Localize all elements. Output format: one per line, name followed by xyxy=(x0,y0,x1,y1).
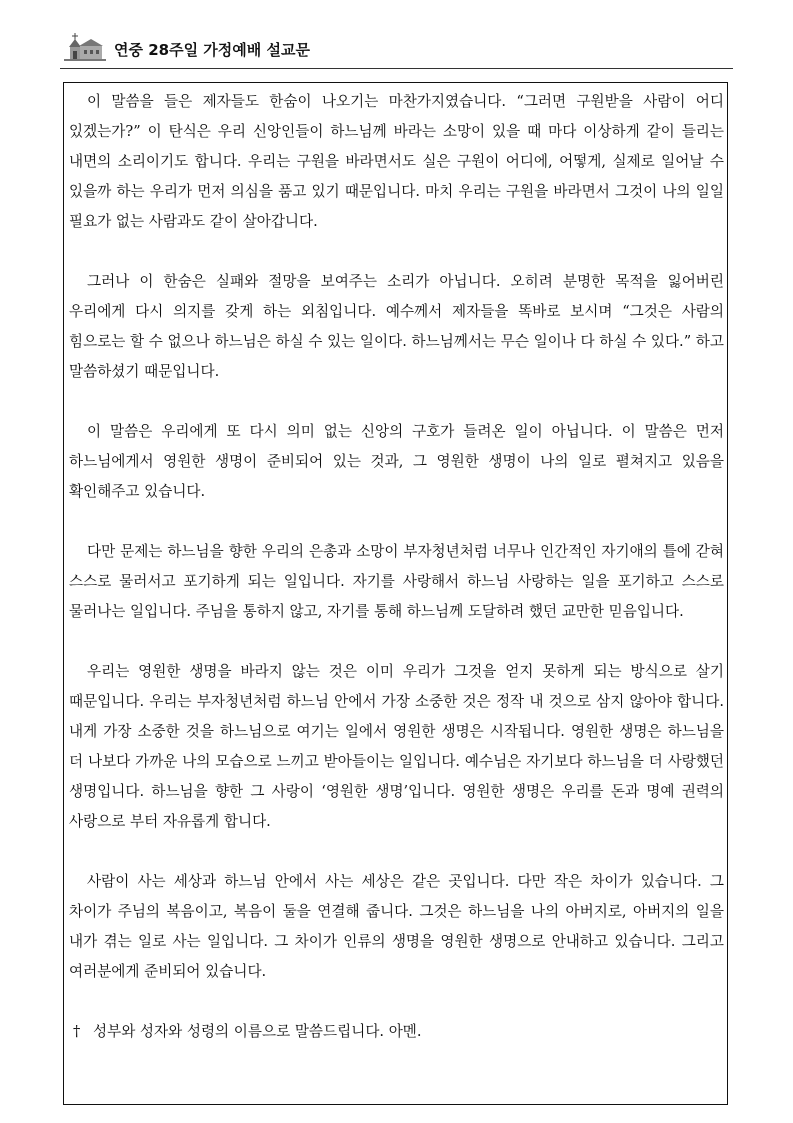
paragraph-6: 사람이 사는 세상과 하느님 안에서 사는 세상은 같은 곳입니다. 다만 작은 차이가 있습니다. 그 차이가 주님의 복음이고, 복음이 둘을 연결해 줍니다. 그것은 하느님을 나의 아버지로, 아버지의 일을 내가 겪는 일로 사는 일입니다. 그 차이가 인류의 생명을 영원한 생명으로 안내하고 있습니다. 그리고 여러분에게 준비되어 있습니다. xyxy=(69,873,724,980)
church-icon xyxy=(64,32,106,62)
closing-text: 성부와 성자와 성령의 이름으로 말씀드립니다. 아멘. xyxy=(93,1023,422,1040)
sermon-body xyxy=(69,87,724,1047)
paragraph-5: 우리는 영원한 생명을 바라지 않는 것은 이미 우리가 그것을 얻지 못하게 되는 방식으로 살기 때문입니다. 우리는 부자청년처럼 하느님 안에서 가장 소중한 것은 정작 내 것으로 삼지 않아야 합니다. 내게 가장 소중한 것을 하느님으로 여기는 일에서 영원한 생명은 시작됩니다. 영원한 생명은 하느님을 더 나보다 가까운 나의 모습으로 느끼고 받아들이는 일입니다. 예수님은 자기보다 하느님을 더 사랑했던 생명입니다. 하느님을 향한 그 사랑이 ‘영원한 생명’입니다. 영원한 생명은 우리를 돈과 명예 권력의 사랑으로 부터 자유롭게 합니다. xyxy=(69,663,724,830)
paragraph-2: 그러나 이 한숨은 실패와 절망을 보여주는 소리가 아닙니다. 오히려 분명한 목적을 잃어버린 우리에게 다시 의지를 갖게 하는 외침입니다. 예수께서 제자들을 똑바로 보시며 “그것은 사람의 힘으로는 할 수 없으나 하느님은 하실 수 있는 일이다. 하느님께서는 무슨 일이나 다 하실 수 있다.” 하고 말씀하셨기 때문입니다. xyxy=(69,273,724,380)
page-title: 연중 28주일 가정예배 설교문 xyxy=(114,41,310,59)
paragraph-4: 다만 문제는 하느님을 향한 우리의 은총과 소망이 부자청년처럼 너무나 인간적인 자기애의 틀에 갇혀 스스로 물러서고 포기하게 되는 일입니다. 자기를 사랑해서 하느님 사랑하는 일을 포기하고 스스로 물러나는 일입니다. 주님을 통하지 않고, 자기를 통해 하느님께 도달하려 했던 교만한 믿음입니다. xyxy=(69,543,724,620)
closing-blessing xyxy=(69,1017,724,1047)
paragraph-3: 이 말씀은 우리에게 또 다시 의미 없는 신앙의 구호가 들려온 일이 아닙니다. 이 말씀은 먼저 하느님에게서 영원한 생명이 준비되어 있는 것과, 그 영원한 생명이 나의 일로 펼쳐지고 있음을 확인해주고 있습니다. xyxy=(69,423,724,500)
page-header xyxy=(64,30,734,66)
paragraph-1: 이 말씀을 들은 제자들도 한숨이 나오기는 마찬가지였습니다. “그러면 구원받을 사람이 어디 있겠는가?” 이 탄식은 우리 신앙인들이 하느님께 바라는 소망이 있을 때 마다 이상하게 같이 들리는 내면의 소리이기도 합니다. 우리는 구원을 바라면서도 실은 구원이 어디에, 어떻게, 실제로 일어날 수 있을까 하는 우리가 먼저 의심을 품고 있기 때문입니다. 마치 우리는 구원을 바라면서 그것이 나의 일일 필요가 없는 사람과도 같이 살아갑니다. xyxy=(69,93,724,230)
header-divider xyxy=(60,68,733,69)
cross-icon: † xyxy=(73,1023,81,1040)
